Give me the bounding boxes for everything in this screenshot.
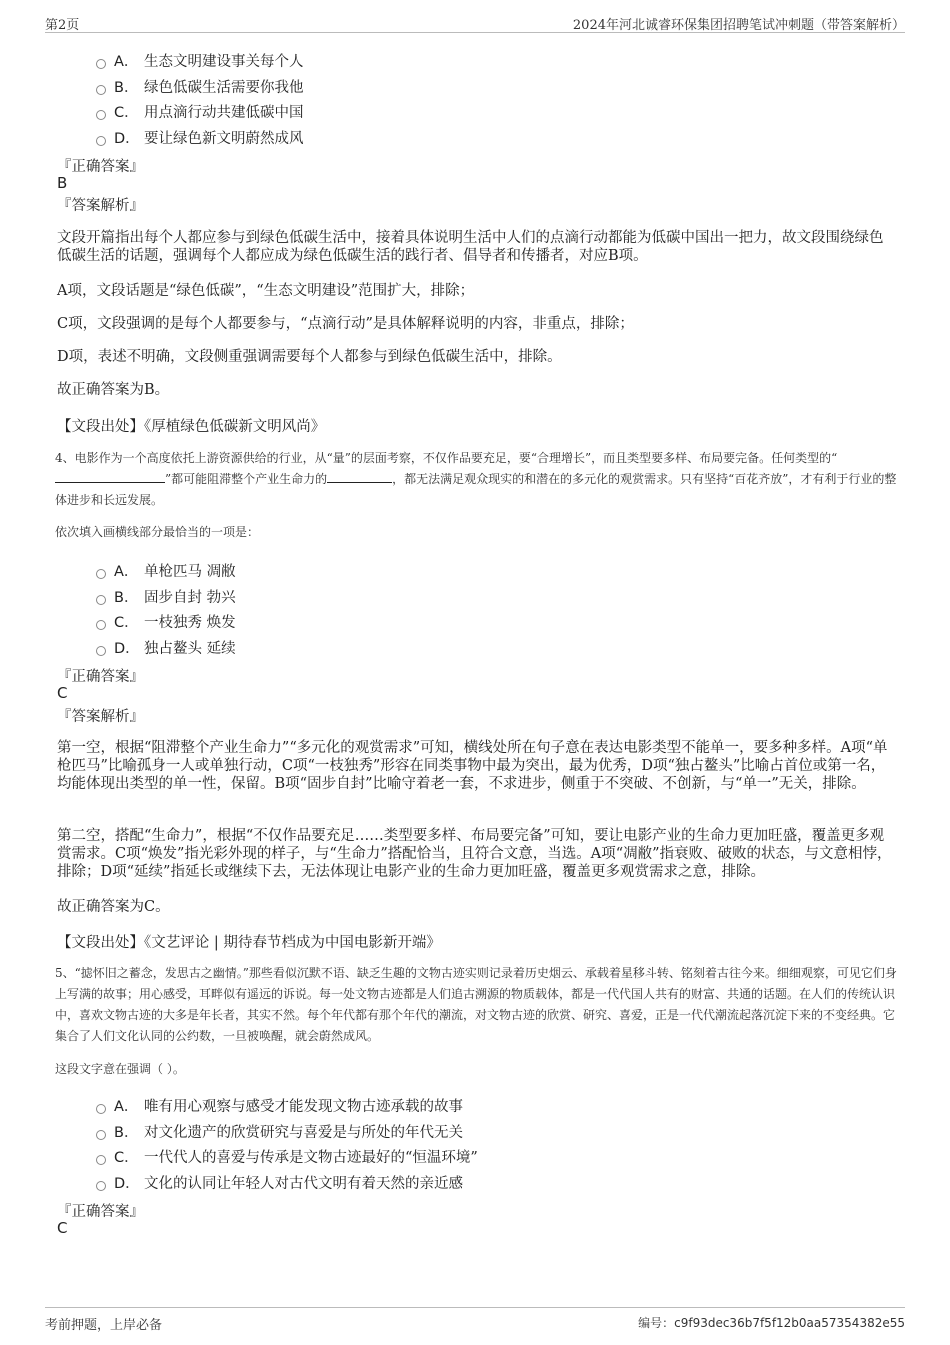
- q3-conclusion: 故正确答案为B。: [57, 382, 170, 398]
- radio-icon[interactable]: [96, 110, 106, 120]
- q4-prompt: 依次填入画横线部分最恰当的一项是：: [55, 525, 260, 539]
- radio-icon[interactable]: [96, 646, 106, 656]
- q4-source: 【文段出处】《文艺评论 | 期待春节档成为中国电影新开端》: [57, 935, 441, 951]
- q5-option-b[interactable]: B． 对文化遗产的欣赏研究与喜爱是与所处的年代无关: [96, 1121, 463, 1142]
- q3-analysis-main: 文段开篇指出每个人都应参与到绿色低碳生活中，接着具体说明生活中人们的点滴行动都能为低碳中国出一把力，故文段围绕绿色低碳生活的话题，强调每个人都应成为绿色低碳生活的践行者、倡导者和传播者，对应B项。: [57, 230, 884, 264]
- q5-option-c[interactable]: C． 一代代人的喜爱与传承是文物古迹最好的“恒温环境”: [96, 1146, 478, 1167]
- q3-option-a[interactable]: A． 生态文明建设事关每个人: [96, 50, 304, 71]
- q5-option-a[interactable]: A． 唯有用心观察与感受才能发现文物古迹承载的故事: [96, 1095, 463, 1116]
- q4-blank-2: [327, 470, 392, 483]
- q5-answer: C: [57, 1219, 68, 1237]
- footer-slogan: 考前押题，上岸必备: [45, 1318, 163, 1333]
- radio-icon[interactable]: [96, 59, 106, 69]
- q3-analysis-c: C项，文段强调的是每个人都要参与，“点滴行动”是具体解释说明的内容，非重点，排除；: [57, 316, 634, 332]
- q4-conclusion: 故正确答案为C。: [57, 899, 170, 915]
- radio-icon[interactable]: [96, 1130, 106, 1140]
- q4-option-c[interactable]: C． 一枝独秀 焕发: [96, 611, 236, 632]
- radio-icon[interactable]: [96, 569, 106, 579]
- document-title: 2024年河北诚睿环保集团招聘笔试冲刺题（带答案解析）: [572, 18, 905, 33]
- q3-source: 【文段出处】《厚植绿色低碳新文明风尚》: [57, 419, 326, 435]
- q4-analysis-blank-2: 第二空，搭配“生命力”，根据“不仅作品要充足……类型要多样、布局要完备”可知，要让电影产业的生命力更加旺盛，覆盖更多观赏需求。C项“焕发”指光彩外现的样子，与“生命力”搭配恰当，且符合文意，当选。A项“凋敝”指衰败、破败的状态，与文意相悖，排除；D项“延续”指延长或继续下去，无法体现让电影产业的生命力更加旺盛，覆盖更多观赏需求之意，排除。: [57, 828, 892, 880]
- q5-prompt: 这段文字意在强调（ ）。: [55, 1062, 185, 1076]
- q5-question-text: 5、“摅怀旧之蓄念，发思古之幽情。”那些看似沉默不语、缺乏生趣的文物古迹实则记录着历史烟云、承载着星移斗转、铭刻着古往今来。细细观察，可见它们身上写满的故事；用心感受，耳畔似有遥远的诉说。每一处文物古迹都是人们追古溯源的物质载体，都是一代代国人共有的财富、共通的话题。在人们的传统认识中，喜欢文物古迹的大多是年长者，其实不然。每个年代都有那个年代的潮流，对文物古迹的欣赏、研究、喜爱，正是一代代潮流起落沉淀下来的不变经典。它集合了人们文化认同的公约数，一旦被唤醒，就会蔚然成风。: [55, 966, 897, 1043]
- radio-icon[interactable]: [96, 136, 106, 146]
- radio-icon[interactable]: [96, 85, 106, 95]
- q4-option-d[interactable]: D． 独占鳌头 延续: [96, 637, 236, 658]
- q4-option-a[interactable]: A． 单枪匹马 凋敝: [96, 560, 236, 581]
- radio-icon[interactable]: [96, 595, 106, 605]
- q4-analysis-label: 『答案解析』: [57, 709, 144, 725]
- page-number: 第2页: [45, 18, 80, 33]
- q3-analysis-a: A项，文段话题是“绿色低碳”，“生态文明建设”范围扩大，排除；: [57, 283, 475, 299]
- radio-icon[interactable]: [96, 1155, 106, 1165]
- page-header: [45, 12, 905, 33]
- q4-blank-1: [55, 470, 165, 483]
- q3-answer: B: [57, 174, 68, 192]
- q3-analysis-d: D项，表述不明确，文段侧重强调需要每个人都参与到绿色低碳生活中，排除。: [57, 349, 562, 365]
- q3-option-d[interactable]: D． 要让绿色新文明蔚然成风: [96, 127, 304, 148]
- q4-correct-label: 『正确答案』: [57, 669, 144, 685]
- q3-correct-label: 『正确答案』: [57, 159, 144, 175]
- q3-option-b[interactable]: B． 绿色低碳生活需要你我他: [96, 76, 304, 97]
- page-footer: [45, 1307, 905, 1336]
- radio-icon[interactable]: [96, 620, 106, 630]
- document-id: 编号：c9f93dec36b7f5f12b0aa57354382e55: [638, 1316, 905, 1330]
- q5-option-d[interactable]: D． 文化的认同让年轻人对古代文明有着天然的亲近感: [96, 1172, 463, 1193]
- q4-question-text: 4、电影作为一个高度依托上游资源供给的行业，从“量”的层面考察，不仅作品要充足，要“合理增长”，而且类型要多样、布局要完备。任何类型的“”都可能阻滞整个产业生命力的 ，都无法满足观众现实的和潜在的多元化的观赏需求。只有坚持“百花齐放”，才有利于行业的整体进步和长远发展。: [55, 451, 897, 507]
- radio-icon[interactable]: [96, 1181, 106, 1191]
- q4-answer: C: [57, 684, 68, 702]
- q3-analysis-label: 『答案解析』: [57, 198, 144, 214]
- q4-option-b[interactable]: B． 固步自封 勃兴: [96, 586, 236, 607]
- q3-option-c[interactable]: C． 用点滴行动共建低碳中国: [96, 101, 304, 122]
- radio-icon[interactable]: [96, 1104, 106, 1114]
- q5-correct-label: 『正确答案』: [57, 1204, 144, 1220]
- q4-analysis-blank-1: 第一空，根据“阻滞整个产业生命力”“多元化的观赏需求”可知，横线处所在句子意在表达电影类型不能单一，要多种多样。A项“单枪匹马”比喻孤身一人或单独行动，C项“一枝独秀”形容在同类事物中最为突出，最为优秀，D项“独占鳌头”比喻占首位或第一名，均能体现出类型的单一性，保留。B项“固步自封”比喻守着老一套，不求进步，侧重于不突破、不创新，与“单一”无关，排除。: [57, 740, 888, 792]
